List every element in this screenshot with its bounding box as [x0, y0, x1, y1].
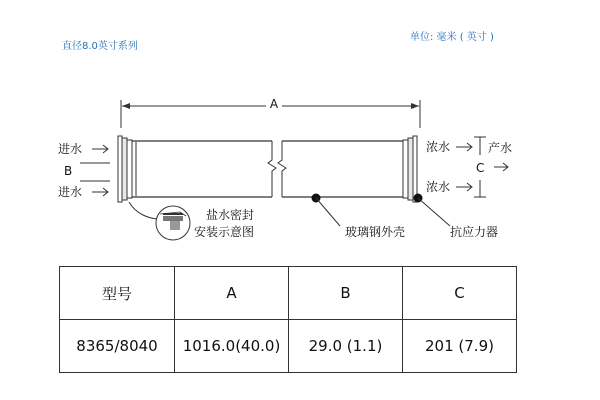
dimension-b [80, 163, 110, 181]
concentrate-bottom-label: 浓水 [426, 180, 451, 194]
dimension-a [121, 97, 420, 128]
cell-a: 1016.0(40.0) [175, 320, 289, 373]
frp-shell-callout [312, 194, 406, 240]
right-end-cap [403, 136, 417, 202]
anti-telescoping-callout [414, 194, 499, 240]
table-header-row [60, 267, 517, 320]
header-cell-c: C [403, 267, 517, 320]
unit-label: 单位: 毫米 ( 英寸 ) [410, 32, 494, 43]
product-water-label: 产水 [488, 141, 513, 155]
spec-table [59, 266, 517, 373]
dim-b-label: B [64, 164, 73, 178]
header-cell-model: 型号 [60, 267, 175, 320]
product-water-arrow [494, 163, 508, 171]
brine-seal-line1: 盐水密封 [206, 208, 255, 222]
brine-seal-callout [129, 202, 254, 240]
dim-a-label: A [269, 97, 279, 111]
inlet-top-label: 进水 [58, 142, 83, 156]
table-row [60, 320, 517, 373]
outlet-labels [426, 137, 512, 197]
brine-seal-line2: 安装示意图 [194, 225, 255, 239]
membrane-body [132, 141, 403, 197]
cell-model: 8365/8040 [60, 320, 175, 373]
concentrate-top-label: 浓水 [426, 140, 451, 154]
anti-telescoping-label: 抗应力器 [450, 225, 499, 239]
cell-c: 201 (7.9) [403, 320, 517, 373]
concentrate-bottom-arrow [456, 183, 472, 191]
series-title: 直径8.0英寸系列 [62, 41, 138, 52]
frp-shell-label: 玻璃钢外壳 [345, 225, 406, 239]
dim-c-label: C [476, 161, 485, 175]
cell-b: 29.0 (1.1) [289, 320, 403, 373]
header-cell-b: B [289, 267, 403, 320]
inlet-top-arrow [92, 145, 108, 153]
inlet-labels [58, 141, 110, 199]
header-cell-a: A [175, 267, 289, 320]
inlet-bottom-label: 进水 [58, 185, 83, 199]
inlet-bottom-arrow [92, 188, 108, 196]
left-end-cap [118, 136, 132, 202]
concentrate-top-arrow [456, 143, 472, 151]
